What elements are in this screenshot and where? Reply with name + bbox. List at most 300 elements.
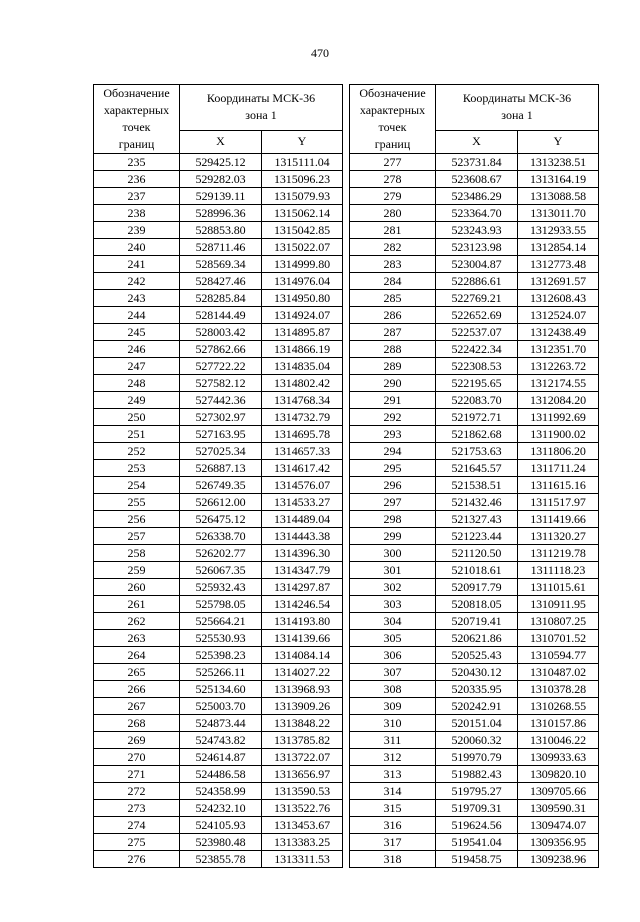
- point-designation-header: Обозначение характерных точек границ: [350, 85, 436, 154]
- y-coordinate-cell: 1315042.85: [262, 222, 343, 239]
- y-coordinate-cell: 1312773.48: [518, 256, 599, 273]
- table-row: [350, 834, 599, 851]
- x-coordinate-cell: 519541.04: [436, 834, 518, 851]
- y-coordinate-cell: 1309933.63: [518, 749, 599, 766]
- table-row: [94, 664, 343, 681]
- point-number-cell: 297: [350, 494, 436, 511]
- table-row: [94, 290, 343, 307]
- table-row: [94, 545, 343, 562]
- x-coordinate-cell: 528144.49: [180, 307, 262, 324]
- x-coordinate-cell: 528996.36: [180, 205, 262, 222]
- point-number-cell: 317: [350, 834, 436, 851]
- y-coordinate-cell: 1312351.70: [518, 341, 599, 358]
- y-coordinate-cell: 1311992.69: [518, 409, 599, 426]
- y-coordinate-cell: 1311711.24: [518, 460, 599, 477]
- point-number-cell: 262: [94, 613, 180, 630]
- point-number-cell: 310: [350, 715, 436, 732]
- point-number-cell: 259: [94, 562, 180, 579]
- y-coordinate-cell: 1311517.97: [518, 494, 599, 511]
- y-coordinate-cell: 1311419.66: [518, 511, 599, 528]
- point-number-cell: 269: [94, 732, 180, 749]
- table-row: [94, 256, 343, 273]
- x-coordinate-cell: 520430.12: [436, 664, 518, 681]
- x-coordinate-cell: 522769.21: [436, 290, 518, 307]
- x-coordinate-cell: 529282.03: [180, 171, 262, 188]
- coord-system-header: Координаты МСК-36 зона 1: [180, 85, 343, 131]
- x-coordinate-cell: 523608.67: [436, 171, 518, 188]
- table-row: [94, 443, 343, 460]
- y-coordinate-cell: 1312524.07: [518, 307, 599, 324]
- y-coordinate-cell: 1312933.55: [518, 222, 599, 239]
- point-number-cell: 272: [94, 783, 180, 800]
- point-number-cell: 296: [350, 477, 436, 494]
- point-number-cell: 267: [94, 698, 180, 715]
- point-number-cell: 311: [350, 732, 436, 749]
- point-number-cell: 278: [350, 171, 436, 188]
- table-row: [350, 460, 599, 477]
- x-coordinate-cell: 524614.87: [180, 749, 262, 766]
- x-coordinate-cell: 524743.82: [180, 732, 262, 749]
- y-coordinate-cell: 1311219.78: [518, 545, 599, 562]
- table-row: [350, 358, 599, 375]
- x-coordinate-cell: 523004.87: [436, 256, 518, 273]
- point-number-cell: 315: [350, 800, 436, 817]
- y-coordinate-cell: 1314617.42: [262, 460, 343, 477]
- x-coordinate-cell: 524105.93: [180, 817, 262, 834]
- y-coordinate-cell: 1315022.07: [262, 239, 343, 256]
- y-coordinate-cell: 1309590.31: [518, 800, 599, 817]
- x-coordinate-cell: 521327.43: [436, 511, 518, 528]
- point-number-cell: 237: [94, 188, 180, 205]
- page-number: 470: [311, 46, 329, 60]
- x-coordinate-cell: 526612.00: [180, 494, 262, 511]
- y-coordinate-cell: 1309474.07: [518, 817, 599, 834]
- x-coordinate-cell: 522886.61: [436, 273, 518, 290]
- point-number-cell: 273: [94, 800, 180, 817]
- table-row: [350, 800, 599, 817]
- table-row: [94, 800, 343, 817]
- y-coordinate-cell: 1310157.86: [518, 715, 599, 732]
- x-coordinate-cell: 519882.43: [436, 766, 518, 783]
- table-row: [350, 375, 599, 392]
- y-coordinate-cell: 1313311.53: [262, 851, 343, 868]
- table-row: [350, 443, 599, 460]
- point-number-cell: 304: [350, 613, 436, 630]
- x-coordinate-cell: 520242.91: [436, 698, 518, 715]
- y-coordinate-cell: 1314533.27: [262, 494, 343, 511]
- table-row: [350, 494, 599, 511]
- x-coordinate-cell: 522652.69: [436, 307, 518, 324]
- table-row: [94, 851, 343, 868]
- table-row: [350, 851, 599, 868]
- table-row: [350, 341, 599, 358]
- point-number-cell: 247: [94, 358, 180, 375]
- x-coordinate-cell: 523486.29: [436, 188, 518, 205]
- point-number-cell: 283: [350, 256, 436, 273]
- table-row: [94, 834, 343, 851]
- y-coordinate-cell: 1313238.51: [518, 154, 599, 171]
- point-number-cell: 252: [94, 443, 180, 460]
- x-coordinate-cell: 523731.84: [436, 154, 518, 171]
- point-number-cell: 281: [350, 222, 436, 239]
- x-coordinate-cell: 520719.41: [436, 613, 518, 630]
- x-column-header: X: [180, 130, 262, 153]
- x-coordinate-cell: 519624.56: [436, 817, 518, 834]
- y-coordinate-cell: 1314866.19: [262, 341, 343, 358]
- y-coordinate-cell: 1314443.38: [262, 528, 343, 545]
- point-number-cell: 305: [350, 630, 436, 647]
- table-row: [94, 171, 343, 188]
- y-coordinate-cell: 1314802.42: [262, 375, 343, 392]
- y-coordinate-cell: 1310911.95: [518, 596, 599, 613]
- point-number-cell: 307: [350, 664, 436, 681]
- y-coordinate-cell: 1310268.55: [518, 698, 599, 715]
- y-column-header: Y: [518, 130, 599, 153]
- table-row: [94, 273, 343, 290]
- point-number-cell: 265: [94, 664, 180, 681]
- table-row: [94, 562, 343, 579]
- y-coordinate-cell: 1313164.19: [518, 171, 599, 188]
- point-number-cell: 245: [94, 324, 180, 341]
- table-row: [94, 596, 343, 613]
- x-coordinate-cell: 520818.05: [436, 596, 518, 613]
- point-number-cell: 300: [350, 545, 436, 562]
- point-number-cell: 264: [94, 647, 180, 664]
- point-designation-header: Обозначение характерных точек границ: [94, 85, 180, 154]
- y-coordinate-cell: 1313590.53: [262, 783, 343, 800]
- y-coordinate-cell: 1314489.04: [262, 511, 343, 528]
- point-number-cell: 257: [94, 528, 180, 545]
- x-coordinate-cell: 520917.79: [436, 579, 518, 596]
- y-coordinate-cell: 1311015.61: [518, 579, 599, 596]
- x-coordinate-cell: 525398.23: [180, 647, 262, 664]
- table-row: [350, 256, 599, 273]
- table-row: [94, 358, 343, 375]
- x-coordinate-cell: 527862.66: [180, 341, 262, 358]
- table-row: [350, 562, 599, 579]
- x-coordinate-cell: 522083.70: [436, 392, 518, 409]
- x-coordinate-cell: 527163.95: [180, 426, 262, 443]
- point-number-cell: 255: [94, 494, 180, 511]
- coordinates-table-left: [93, 84, 343, 868]
- y-coordinate-cell: 1314084.14: [262, 647, 343, 664]
- y-coordinate-cell: 1314139.66: [262, 630, 343, 647]
- y-coordinate-cell: 1311320.27: [518, 528, 599, 545]
- x-coordinate-cell: 521645.57: [436, 460, 518, 477]
- point-number-cell: 241: [94, 256, 180, 273]
- y-coordinate-cell: 1310701.52: [518, 630, 599, 647]
- y-coordinate-cell: 1314027.22: [262, 664, 343, 681]
- point-number-cell: 316: [350, 817, 436, 834]
- x-coordinate-cell: 528285.84: [180, 290, 262, 307]
- y-coordinate-cell: 1311900.02: [518, 426, 599, 443]
- point-number-cell: 312: [350, 749, 436, 766]
- y-coordinate-cell: 1309356.95: [518, 834, 599, 851]
- table-row: [94, 817, 343, 834]
- y-coordinate-cell: 1314999.80: [262, 256, 343, 273]
- table-row: [350, 205, 599, 222]
- table-row: [94, 749, 343, 766]
- table-row: [350, 409, 599, 426]
- y-coordinate-cell: 1312438.49: [518, 324, 599, 341]
- y-column-header: Y: [262, 130, 343, 153]
- point-number-cell: 314: [350, 783, 436, 800]
- x-coordinate-cell: 520335.95: [436, 681, 518, 698]
- y-coordinate-cell: 1314835.04: [262, 358, 343, 375]
- table-row: [94, 307, 343, 324]
- y-coordinate-cell: 1315111.04: [262, 154, 343, 171]
- y-coordinate-cell: 1310046.22: [518, 732, 599, 749]
- table-row: [350, 613, 599, 630]
- y-coordinate-cell: 1310807.25: [518, 613, 599, 630]
- x-coordinate-cell: 524486.58: [180, 766, 262, 783]
- point-number-cell: 244: [94, 307, 180, 324]
- table-row: [350, 239, 599, 256]
- x-coordinate-cell: 527582.12: [180, 375, 262, 392]
- x-coordinate-cell: 521223.44: [436, 528, 518, 545]
- table-row: [94, 783, 343, 800]
- table-row: [94, 528, 343, 545]
- point-number-cell: 261: [94, 596, 180, 613]
- table-row: [94, 392, 343, 409]
- coordinates-table-right: [349, 84, 599, 868]
- table-row: [350, 647, 599, 664]
- table-row: [94, 460, 343, 477]
- table-row: [94, 613, 343, 630]
- table-row: [350, 511, 599, 528]
- point-number-cell: 291: [350, 392, 436, 409]
- y-coordinate-cell: 1313088.58: [518, 188, 599, 205]
- x-coordinate-cell: 523243.93: [436, 222, 518, 239]
- x-coordinate-cell: 525266.11: [180, 664, 262, 681]
- point-number-cell: 301: [350, 562, 436, 579]
- x-coordinate-cell: 526067.35: [180, 562, 262, 579]
- y-coordinate-cell: 1312084.20: [518, 392, 599, 409]
- table-row: [350, 324, 599, 341]
- point-number-cell: 299: [350, 528, 436, 545]
- y-coordinate-cell: 1315096.23: [262, 171, 343, 188]
- table-row: [350, 766, 599, 783]
- table-row: [350, 664, 599, 681]
- point-number-cell: 276: [94, 851, 180, 868]
- point-number-cell: 289: [350, 358, 436, 375]
- y-coordinate-cell: 1311806.20: [518, 443, 599, 460]
- point-number-cell: 256: [94, 511, 180, 528]
- point-number-cell: 298: [350, 511, 436, 528]
- x-coordinate-cell: 527025.34: [180, 443, 262, 460]
- point-number-cell: 242: [94, 273, 180, 290]
- x-coordinate-cell: 528003.42: [180, 324, 262, 341]
- x-coordinate-cell: 522308.53: [436, 358, 518, 375]
- x-coordinate-cell: 528711.46: [180, 239, 262, 256]
- y-coordinate-cell: 1315079.93: [262, 188, 343, 205]
- y-coordinate-cell: 1310378.28: [518, 681, 599, 698]
- x-coordinate-cell: 519458.75: [436, 851, 518, 868]
- point-number-cell: 268: [94, 715, 180, 732]
- y-coordinate-cell: 1313785.82: [262, 732, 343, 749]
- table-row: [94, 341, 343, 358]
- point-number-cell: 308: [350, 681, 436, 698]
- x-coordinate-cell: 526338.70: [180, 528, 262, 545]
- point-number-cell: 306: [350, 647, 436, 664]
- x-coordinate-cell: 522422.34: [436, 341, 518, 358]
- point-number-cell: 285: [350, 290, 436, 307]
- y-coordinate-cell: 1314924.07: [262, 307, 343, 324]
- y-coordinate-cell: 1314657.33: [262, 443, 343, 460]
- y-coordinate-cell: 1309705.66: [518, 783, 599, 800]
- point-number-cell: 236: [94, 171, 180, 188]
- y-coordinate-cell: 1309820.10: [518, 766, 599, 783]
- x-coordinate-cell: 522537.07: [436, 324, 518, 341]
- y-coordinate-cell: 1314732.79: [262, 409, 343, 426]
- point-number-cell: 309: [350, 698, 436, 715]
- y-coordinate-cell: 1314347.79: [262, 562, 343, 579]
- table-row: [94, 205, 343, 222]
- point-number-cell: 254: [94, 477, 180, 494]
- table-row: [350, 579, 599, 596]
- y-coordinate-cell: 1314695.78: [262, 426, 343, 443]
- x-coordinate-cell: 520621.86: [436, 630, 518, 647]
- point-number-cell: 302: [350, 579, 436, 596]
- point-number-cell: 238: [94, 205, 180, 222]
- x-coordinate-cell: 526887.13: [180, 460, 262, 477]
- table-row: [350, 749, 599, 766]
- y-coordinate-cell: 1311615.16: [518, 477, 599, 494]
- y-coordinate-cell: 1314976.04: [262, 273, 343, 290]
- table-row: [94, 698, 343, 715]
- point-number-cell: 294: [350, 443, 436, 460]
- y-coordinate-cell: 1313968.93: [262, 681, 343, 698]
- x-coordinate-cell: 528427.46: [180, 273, 262, 290]
- point-number-cell: 243: [94, 290, 180, 307]
- y-coordinate-cell: 1312608.43: [518, 290, 599, 307]
- x-coordinate-cell: 521753.63: [436, 443, 518, 460]
- x-coordinate-cell: 519795.27: [436, 783, 518, 800]
- table-row: [350, 290, 599, 307]
- table-row: [94, 681, 343, 698]
- table-row: [94, 154, 343, 171]
- point-number-cell: 295: [350, 460, 436, 477]
- table-row: [94, 732, 343, 749]
- table-row: [94, 239, 343, 256]
- x-coordinate-cell: 524873.44: [180, 715, 262, 732]
- y-coordinate-cell: 1312174.55: [518, 375, 599, 392]
- point-number-cell: 286: [350, 307, 436, 324]
- table-row: [350, 171, 599, 188]
- point-number-cell: 280: [350, 205, 436, 222]
- point-number-cell: 293: [350, 426, 436, 443]
- point-number-cell: 270: [94, 749, 180, 766]
- x-coordinate-cell: 521120.50: [436, 545, 518, 562]
- table-row: [350, 307, 599, 324]
- table-row: [94, 426, 343, 443]
- table-row: [350, 392, 599, 409]
- table-row: [350, 545, 599, 562]
- x-coordinate-cell: 519970.79: [436, 749, 518, 766]
- x-coordinate-cell: 521972.71: [436, 409, 518, 426]
- x-coordinate-cell: 525664.21: [180, 613, 262, 630]
- point-number-cell: 287: [350, 324, 436, 341]
- table-row: [350, 596, 599, 613]
- table-row: [94, 715, 343, 732]
- x-coordinate-cell: 528569.34: [180, 256, 262, 273]
- table-row: [350, 188, 599, 205]
- table-row: [94, 477, 343, 494]
- table-row: [350, 630, 599, 647]
- y-coordinate-cell: 1311118.23: [518, 562, 599, 579]
- y-coordinate-cell: 1312691.57: [518, 273, 599, 290]
- point-number-cell: 292: [350, 409, 436, 426]
- x-coordinate-cell: 523855.78: [180, 851, 262, 868]
- y-coordinate-cell: 1312854.14: [518, 239, 599, 256]
- table-row: [350, 528, 599, 545]
- y-coordinate-cell: 1313011.70: [518, 205, 599, 222]
- point-number-cell: 318: [350, 851, 436, 868]
- x-coordinate-cell: 526475.12: [180, 511, 262, 528]
- x-coordinate-cell: 521862.68: [436, 426, 518, 443]
- y-coordinate-cell: 1313848.22: [262, 715, 343, 732]
- point-number-cell: 277: [350, 154, 436, 171]
- point-number-cell: 258: [94, 545, 180, 562]
- x-coordinate-cell: 524232.10: [180, 800, 262, 817]
- x-coordinate-cell: 523980.48: [180, 834, 262, 851]
- point-number-cell: 282: [350, 239, 436, 256]
- y-coordinate-cell: 1313522.76: [262, 800, 343, 817]
- table-row: [94, 766, 343, 783]
- y-coordinate-cell: 1312263.72: [518, 358, 599, 375]
- x-coordinate-cell: 529425.12: [180, 154, 262, 171]
- table-row: [94, 579, 343, 596]
- x-coordinate-cell: 520060.32: [436, 732, 518, 749]
- y-coordinate-cell: 1315062.14: [262, 205, 343, 222]
- y-coordinate-cell: 1314297.87: [262, 579, 343, 596]
- y-coordinate-cell: 1313383.25: [262, 834, 343, 851]
- table-row: [350, 681, 599, 698]
- point-number-cell: 246: [94, 341, 180, 358]
- y-coordinate-cell: 1310594.77: [518, 647, 599, 664]
- point-number-cell: 271: [94, 766, 180, 783]
- table-row: [350, 698, 599, 715]
- x-coordinate-cell: 525932.43: [180, 579, 262, 596]
- point-number-cell: 250: [94, 409, 180, 426]
- x-coordinate-cell: 525134.60: [180, 681, 262, 698]
- x-coordinate-cell: 527302.97: [180, 409, 262, 426]
- y-coordinate-cell: 1314895.87: [262, 324, 343, 341]
- y-coordinate-cell: 1313656.97: [262, 766, 343, 783]
- x-coordinate-cell: 525798.05: [180, 596, 262, 613]
- point-number-cell: 235: [94, 154, 180, 171]
- y-coordinate-cell: 1314950.80: [262, 290, 343, 307]
- point-number-cell: 284: [350, 273, 436, 290]
- x-coordinate-cell: 525003.70: [180, 698, 262, 715]
- x-coordinate-cell: 521432.46: [436, 494, 518, 511]
- table-row: [350, 783, 599, 800]
- point-number-cell: 266: [94, 681, 180, 698]
- y-coordinate-cell: 1313722.07: [262, 749, 343, 766]
- table-row: [350, 154, 599, 171]
- table-row: [350, 477, 599, 494]
- y-coordinate-cell: 1313453.67: [262, 817, 343, 834]
- x-coordinate-cell: 520151.04: [436, 715, 518, 732]
- table-row: [94, 647, 343, 664]
- x-coordinate-cell: 527722.22: [180, 358, 262, 375]
- table-row: [94, 630, 343, 647]
- point-number-cell: 263: [94, 630, 180, 647]
- point-number-cell: 260: [94, 579, 180, 596]
- x-coordinate-cell: 521018.61: [436, 562, 518, 579]
- table-row: [94, 222, 343, 239]
- table-row: [94, 324, 343, 341]
